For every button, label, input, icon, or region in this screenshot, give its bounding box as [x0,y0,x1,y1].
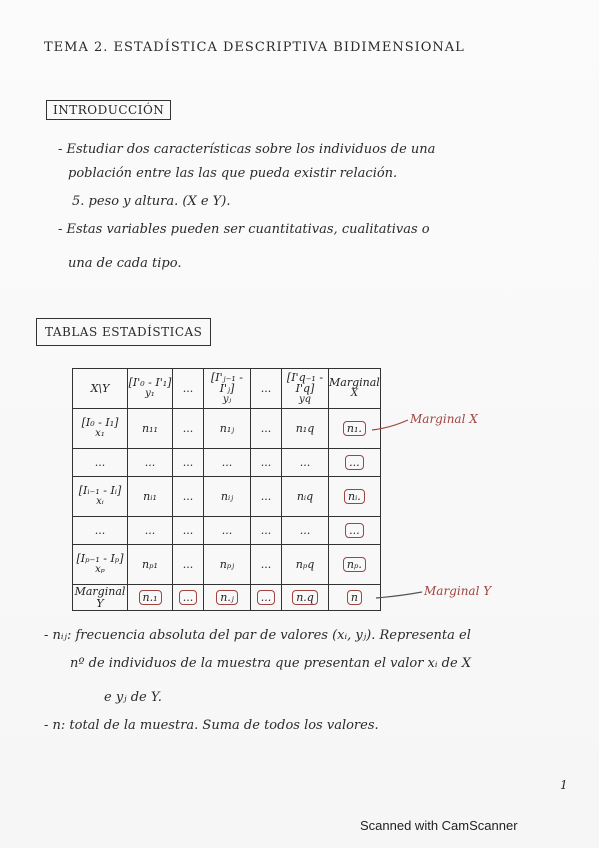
cell-value: nᵢⱼ [220,489,234,503]
cell-value: nₚⱼ [219,557,235,571]
header-value: y₁ [145,388,155,400]
row-interval: [Iᵢ₋₁ - Iᵢ] [78,484,122,498]
intro-line-4: - Estas variables pueden ser cuantitativas, cualitativas o [58,222,430,237]
cell-value: n₁ⱼ [219,421,235,435]
cell-value: ... [182,489,194,503]
header-col-dots: ... [173,369,204,409]
cell-value: n [347,590,362,606]
cell-value: ... [182,557,194,571]
cell-value: ... [221,455,233,469]
cell-value: n₁₁ [142,421,158,435]
intro-line-1: - Estudiar dos características sobre los individuos de una [58,142,436,157]
cell-value: ... [257,590,276,606]
row-interval: [Iₚ₋₁ - Iₚ] [76,552,124,566]
cell-value: ... [299,523,311,537]
cell-value: n₁q [295,421,315,435]
cell-value: nᵢ₁ [143,489,157,503]
cell-value: ... [144,455,156,469]
row-value: xₚ [95,564,105,576]
header-value: yq [298,393,312,405]
row-value: x₁ [95,428,105,440]
cell-value: n.q [292,590,318,606]
cell-value: nᵢq [296,489,314,503]
cell-value: ... [260,557,272,571]
cell-value: nₚq [295,557,315,571]
note-line-3: e yⱼ de Y. [104,690,162,705]
header-col-dots: ... [251,369,282,409]
row-value: ... [94,523,106,537]
row-interval: Marginal Y [74,584,126,610]
cell-value: ... [345,455,364,471]
cell-value: ... [182,523,194,537]
page-title: TEMA 2. ESTADÍSTICA DESCRIPTIVA BIDIMENSIONAL [44,40,465,55]
cell-value: n.ⱼ [216,590,238,606]
cell-value: ... [179,590,198,606]
header-value: yⱼ [222,393,232,405]
cell-value: nᵢ. [344,489,365,505]
cell-value: ... [260,489,272,503]
cell-value: ... [299,455,311,469]
header-interval: [I'₀ - I'₁] [128,376,172,390]
cell-value: ... [260,455,272,469]
note-line-2: nº de individuos de la muestra que presentan el valor xᵢ de X [70,656,472,671]
header-interval: [I'ⱼ₋₁ - I'ⱼ] [211,370,243,396]
cell-value: ... [345,523,364,539]
intro-line-2: población entre las las que pueda existir relación. [68,166,398,181]
cell-value: ... [260,523,272,537]
cell-value: n₁. [343,421,366,437]
cell-value: ... [182,455,194,469]
cell-value: ... [182,421,194,435]
row-value: xᵢ [96,496,104,508]
intro-line-3: 5. peso y altura. (X e Y). [72,194,231,209]
page-number: 1 [560,778,568,792]
cell-value: ... [260,421,272,435]
note-line-4: - n: total de la muestra. Suma de todos los valores. [44,718,379,733]
header-marginal-var: X [350,388,358,400]
section-heading-introduccion: INTRODUCCIÓN [46,100,171,120]
intro-line-5: una de cada tipo. [68,256,182,271]
cell-value: ... [221,523,233,537]
cell-value: ... [144,523,156,537]
header-corner: X\Y [73,369,128,409]
cell-value: nₚ. [343,557,366,573]
cell-value: n.₁ [139,590,162,606]
row-value: ... [94,455,106,469]
note-line-1: - nᵢⱼ: frecuencia absoluta del par de valores (xᵢ, yⱼ). Representa el [44,628,471,643]
cell-value: nₚ₁ [142,557,158,571]
annotation-marginal-x: Marginal X [410,412,478,426]
header-interval: [I'q₋₁ - I'q] [286,370,324,396]
section-heading-tablas: TABLAS ESTADÍSTICAS [36,318,211,346]
annotation-marginal-y: Marginal Y [424,584,492,598]
header-marginal-label: Marginal [329,376,380,390]
scanner-footer: Scanned with CamScanner [360,818,518,833]
row-interval: [I₀ - I₁] [81,416,119,430]
